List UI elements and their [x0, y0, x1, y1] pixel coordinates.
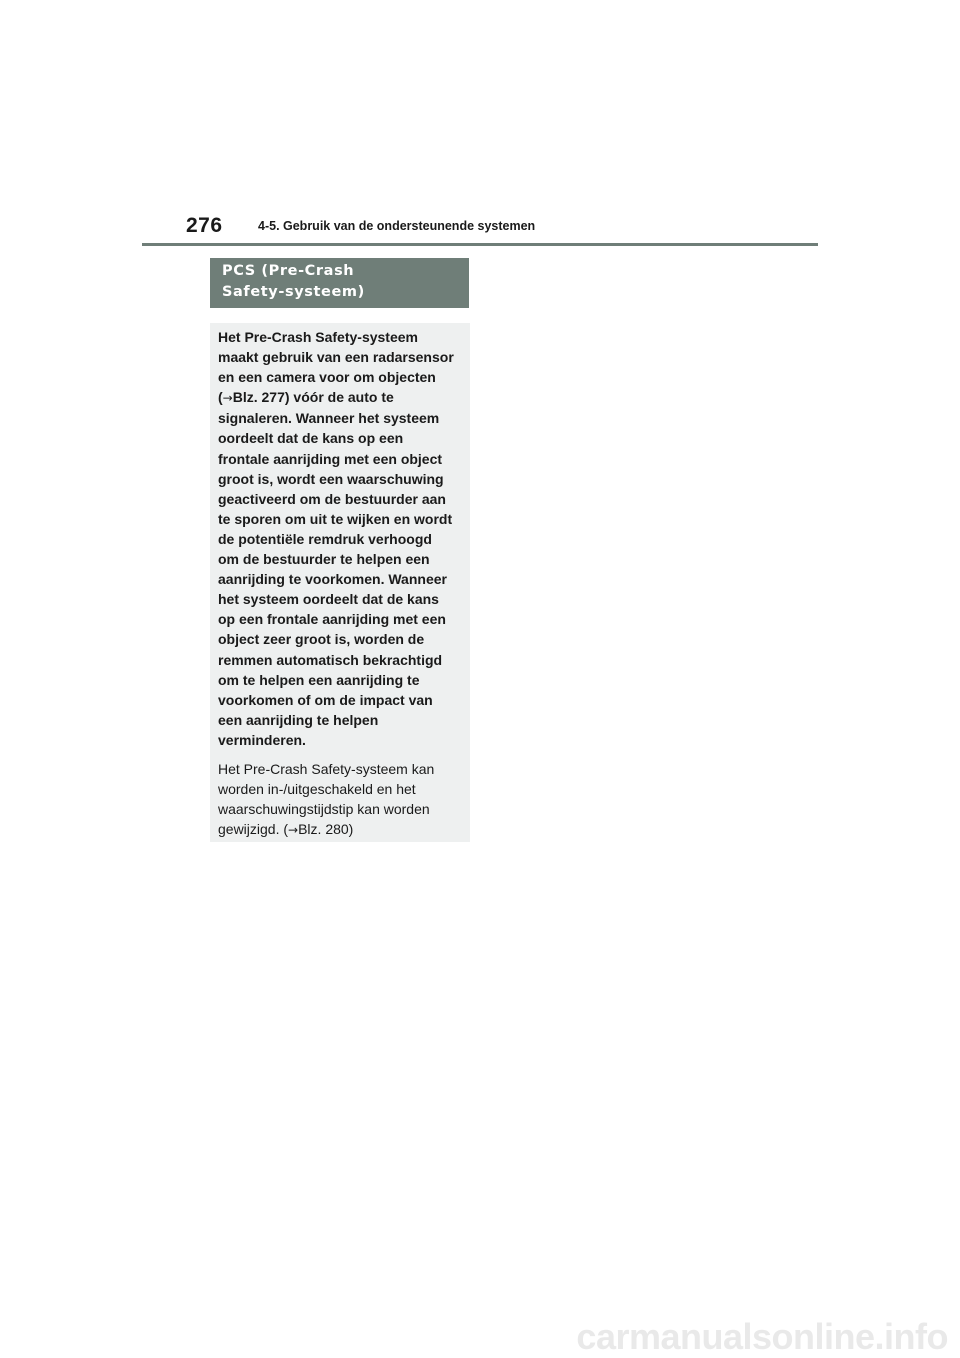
- intro-line: verminderen.: [218, 731, 306, 748]
- intro-line: voorkomen of om de impact van: [218, 691, 433, 708]
- intro-line: om te helpen een aanrijding te: [218, 671, 420, 688]
- intro-line: en een camera voor om objecten: [218, 369, 436, 386]
- note-line: Het Pre-Crash Safety-systeem kan: [218, 760, 435, 777]
- page-number: 276: [186, 214, 223, 237]
- intro-line: oordeelt dat de kans op een: [218, 430, 404, 447]
- page-ref-link[interactable]: Blz. 277) vóór de auto te: [232, 389, 394, 406]
- intro-line: om de bestuurder te helpen een: [218, 551, 430, 568]
- chapter-title: 4-5. Gebruik van de ondersteunende systemen: [258, 219, 536, 233]
- intro-line: remmen automatisch bekrachtigd: [218, 651, 443, 668]
- section-heading: [210, 258, 469, 308]
- intro-line: object zeer groot is, worden de: [218, 631, 425, 648]
- intro-line-with-page-ref: [218, 387, 462, 408]
- page-ref-link[interactable]: Blz. 280): [298, 821, 354, 838]
- note-line: waarschuwingstijdstip kan worden: [218, 801, 430, 818]
- arrow-right-icon: →: [222, 391, 233, 406]
- note-paragraph: [218, 759, 462, 840]
- section-heading-line: PCS (Pre-Crash: [222, 263, 355, 279]
- intro-line: frontale aanrijding met een object: [218, 450, 443, 467]
- intro-paragraph: [218, 327, 462, 750]
- intro-line: maakt gebruik van een radarsensor: [218, 349, 454, 366]
- intro-line: signaleren. Wanneer het systeem: [218, 410, 440, 427]
- intro-line: de potentiële remdruk verhoogd: [218, 530, 432, 547]
- note-line: worden in-/uitgeschakeld en het: [218, 781, 416, 798]
- intro-line: Het Pre-Crash Safety-systeem: [218, 329, 418, 345]
- content-box: [210, 323, 470, 842]
- arrow-right-icon: →: [288, 823, 299, 838]
- watermark: carmanualsonline.info: [576, 1316, 948, 1357]
- intro-line: een aanrijding te helpen: [218, 711, 379, 728]
- header-divider: [142, 243, 818, 246]
- section-heading-line: Safety-systeem): [222, 284, 365, 300]
- note-line-with-page-ref: [218, 819, 462, 840]
- ref-prefix: gewijzigd. (: [218, 821, 289, 838]
- intro-line: op een frontale aanrijding met een: [218, 611, 446, 628]
- ref-prefix: (: [218, 389, 223, 406]
- intro-line: het systeem oordeelt dat de kans: [218, 591, 439, 608]
- intro-line: geactiveerd om de bestuurder aan: [218, 490, 446, 507]
- intro-line: groot is, wordt een waarschuwing: [218, 470, 444, 487]
- intro-line: aanrijding te voorkomen. Wanneer: [218, 571, 447, 588]
- intro-line: te sporen om uit te wijken en wordt: [218, 510, 453, 527]
